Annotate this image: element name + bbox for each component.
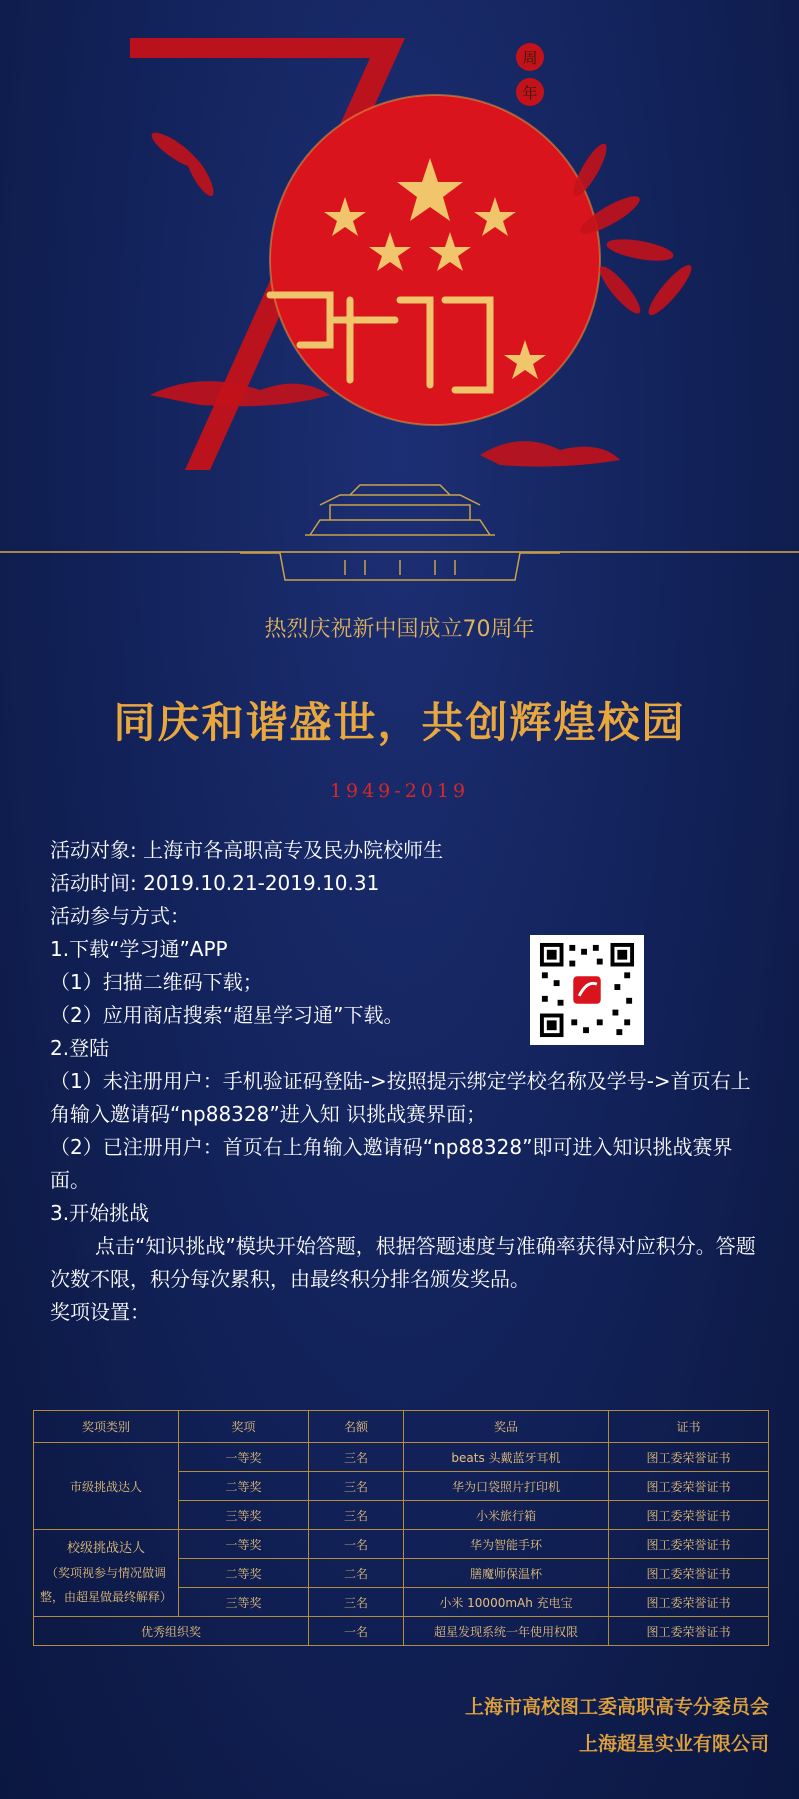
table-header: 奖品	[404, 1411, 609, 1443]
table-cell: 小米旅行箱	[404, 1501, 609, 1530]
badge-top: 周	[522, 49, 538, 67]
category-school	[34, 1530, 179, 1617]
table-cell: 一名	[309, 1617, 404, 1646]
table-cell: 三名	[309, 1443, 404, 1472]
table-cell: 三名	[309, 1501, 404, 1530]
awards-table	[33, 1410, 769, 1646]
table-cell: 图工委荣誉证书	[609, 1530, 769, 1559]
table-cell: 图工委荣誉证书	[609, 1472, 769, 1501]
awards-heading: 奖项设置：	[50, 1300, 150, 1324]
table-header: 证书	[609, 1411, 769, 1443]
table-cell: 优秀组织奖	[34, 1617, 309, 1646]
table-cell: 小米 10000mAh 充电宝	[404, 1588, 609, 1617]
category-school-label: 校级挑战达人	[66, 1541, 145, 1556]
step2-a: （1）未注册用户：手机验证码登陆->按照提示绑定学校名称及学号->首页右上角输入邀请码“np88328”进入知 识挑战赛界面；	[50, 1069, 751, 1126]
subtitle: 热烈庆祝新中国成立70周年	[264, 617, 535, 642]
step3-text: 点击“知识挑战”模块开始答题，根据答题速度与准确率获得对应积分。答题次数不限，积分每次累积，由最终积分排名颁发奖品。	[50, 1234, 756, 1291]
step1-b: （2）应用商店搜索“超星学习通”下载。	[50, 1003, 404, 1027]
table-cell: beats 头戴蓝牙耳机	[404, 1443, 609, 1472]
badge-bottom: 年	[522, 84, 538, 102]
table-header: 名额	[309, 1411, 404, 1443]
table-header: 奖项	[179, 1411, 309, 1443]
category-school-note: （奖项视参与情况做调整，由超星做最终解释）	[39, 1566, 172, 1604]
qr-code[interactable]	[530, 935, 644, 1045]
step2-heading: 2.登陆	[50, 1036, 110, 1060]
page-title: 同庆和谐盛世，共创辉煌校园	[113, 698, 686, 747]
table-cell: 三名	[309, 1588, 404, 1617]
table-cell: 超星发现系统一年使用权限	[404, 1617, 609, 1646]
table-cell: 二等奖	[179, 1472, 309, 1501]
table-cell: 华为智能手环	[404, 1530, 609, 1559]
table-cell: 二等奖	[179, 1559, 309, 1588]
table-row	[34, 1617, 769, 1646]
time-line: 活动时间: 2019.10.21-2019.10.31	[50, 871, 380, 895]
table-cell: 图工委荣誉证书	[609, 1559, 769, 1588]
step1-heading: 1.下载“学习通”APP	[50, 937, 228, 961]
target-line: 活动对象: 上海市各高职高专及民办院校师生	[50, 838, 444, 862]
step1-a: （1）扫描二维码下载；	[50, 970, 263, 994]
table-cell: 图工委荣誉证书	[609, 1588, 769, 1617]
step2-b: （2）已注册用户：首页右上角输入邀请码“np88328”即可进入知识挑战赛界面。	[50, 1135, 733, 1192]
table-cell: 三等奖	[179, 1588, 309, 1617]
table-cell: 图工委荣誉证书	[609, 1617, 769, 1646]
table-row	[34, 1530, 769, 1559]
table-cell: 三名	[309, 1472, 404, 1501]
method-line: 活动参与方式：	[50, 904, 190, 928]
table-cell: 膳魔师保温杯	[404, 1559, 609, 1588]
table-cell: 一等奖	[179, 1443, 309, 1472]
cloud-right	[480, 441, 620, 467]
table-cell: 一名	[309, 1530, 404, 1559]
table-cell: 三等奖	[179, 1501, 309, 1530]
table-row	[34, 1443, 769, 1472]
table-cell: 图工委荣誉证书	[609, 1501, 769, 1530]
cloud-left	[150, 381, 330, 406]
step3-heading: 3.开始挑战	[50, 1201, 150, 1225]
hero-illustration	[0, 0, 799, 600]
tiananmen-gate-outline	[240, 485, 560, 580]
table-header-row	[34, 1411, 769, 1443]
activity-info	[50, 834, 760, 1329]
gold-horizon-line	[0, 551, 799, 553]
table-cell: 华为口袋照片打印机	[404, 1472, 609, 1501]
footer-org-2: 上海超星实业有限公司	[578, 1733, 769, 1755]
table-header: 奖项类别	[34, 1411, 179, 1443]
table-cell: 二名	[309, 1559, 404, 1588]
table-cell: 一等奖	[179, 1530, 309, 1559]
table-cell: 图工委荣誉证书	[609, 1443, 769, 1472]
category-city: 市级挑战达人	[34, 1443, 179, 1530]
footer-org-1: 上海市高校图工委高职高专分委员会	[464, 1696, 769, 1718]
years-label: 1949-2019	[329, 780, 470, 802]
red-circle-emblem	[270, 95, 600, 425]
